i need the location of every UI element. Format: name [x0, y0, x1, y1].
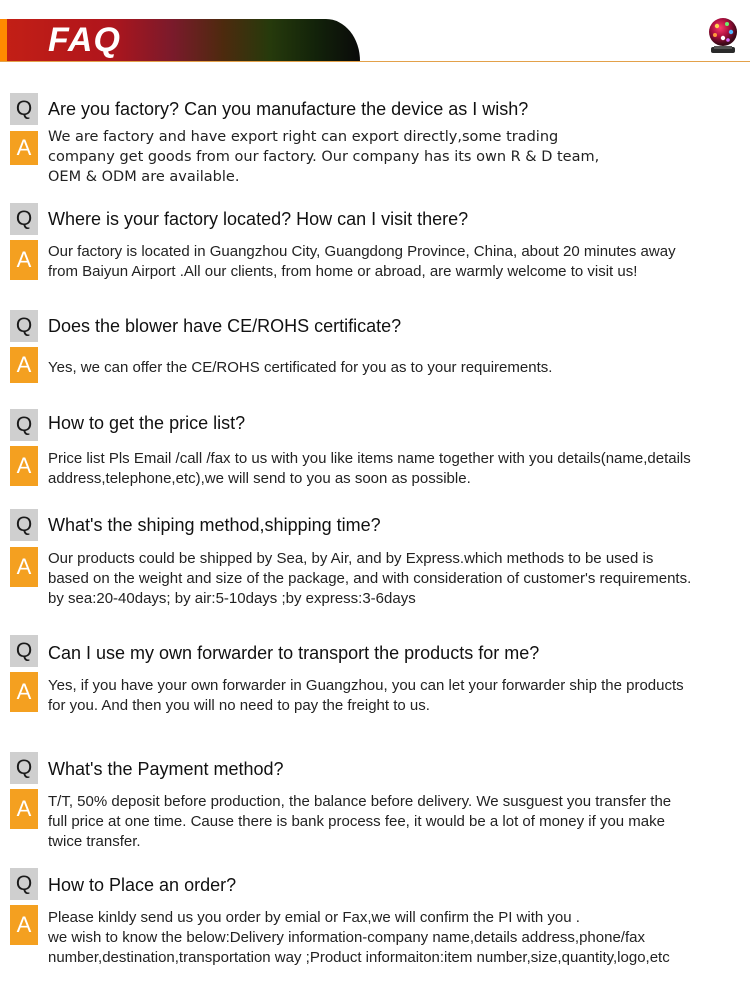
faq-question: What's the Payment method? [48, 759, 284, 779]
question-badge: Q [10, 752, 38, 784]
faq-question: Does the blower have CE/ROHS certificate? [48, 316, 402, 336]
faq-answer: Our products could be shipped by Sea, by Air, and by Express.which methods to be used is based on the weight and size of the package, and with consideration of customer's requirements. by sea:20-40days; by air:5-10days ;by express:3-6days [48, 550, 692, 607]
answer-badge: A [10, 672, 38, 712]
faq-question: How to Place an order? [48, 875, 237, 895]
faq-banner [0, 19, 360, 61]
answer-badge: A [10, 547, 38, 587]
answer-badge: A [10, 905, 38, 945]
faq-answer: Our factory is located in Guangzhou City, Guangdong Province, China, about 20 minutes away from Baiyun Airport .All our clients, from home or abroad, are warmly welcome to visit us! [48, 243, 676, 280]
faq-answer: Price list Pls Email /call /fax to us with you like items name together with you details(name,details address,telephone,etc),we will send to you as soon as possible. [48, 450, 691, 487]
faq-answer: We are factory and have export right can export directly,some trading company get goods from our factory. Our company has its own R & D team, OEM & ODM are available. [48, 129, 600, 185]
faq-question: Can I use my own forwarder to transport the products for me? [48, 643, 540, 663]
question-badge: Q [10, 203, 38, 235]
question-badge: Q [10, 310, 38, 342]
question-badge: Q [10, 635, 38, 667]
answer-badge: A [10, 240, 38, 280]
faq-answer: Yes, we can offer the CE/ROHS certificated for you as to your requirements. [48, 359, 553, 376]
faq-question: Where is your factory located? How can I visit there? [48, 209, 469, 229]
faq-question: Are you factory? Can you manufacture the device as I wish? [48, 99, 529, 119]
question-badge: Q [10, 509, 38, 541]
faq-answer: T/T, 50% deposit before production, the balance before delivery. We susguest you transfer the full price at one time. Cause there is bank process fee, it would be a lot of money if you make twice transfer. [48, 793, 672, 850]
answer-badge: A [10, 789, 38, 829]
faq-answer: Please kinldy send us you order by emial or Fax,we will confirm the PI with you . we wish to know the below:Delivery information-company name,details address,phone/fax number,destination,transportation way ;Product informaiton:item number,size,quantity,logo,etc [48, 909, 670, 966]
faq-question: How to get the price list? [48, 413, 246, 433]
disco-ball-logo-icon [705, 16, 741, 56]
question-badge: Q [10, 93, 38, 125]
question-badge: Q [10, 868, 38, 900]
answer-badge: A [10, 131, 38, 165]
faq-question: What's the shiping method,shipping time? [48, 515, 381, 535]
question-badge: Q [10, 409, 38, 441]
page-title: FAQ [48, 21, 121, 59]
answer-badge: A [10, 446, 38, 486]
faq-answer: Yes, if you have your own forwarder in Guangzhou, you can let your forwarder ship the products for you. And then you will no need to pay the freight to us. [48, 677, 684, 714]
answer-badge: A [10, 347, 38, 383]
header-divider [0, 61, 750, 62]
